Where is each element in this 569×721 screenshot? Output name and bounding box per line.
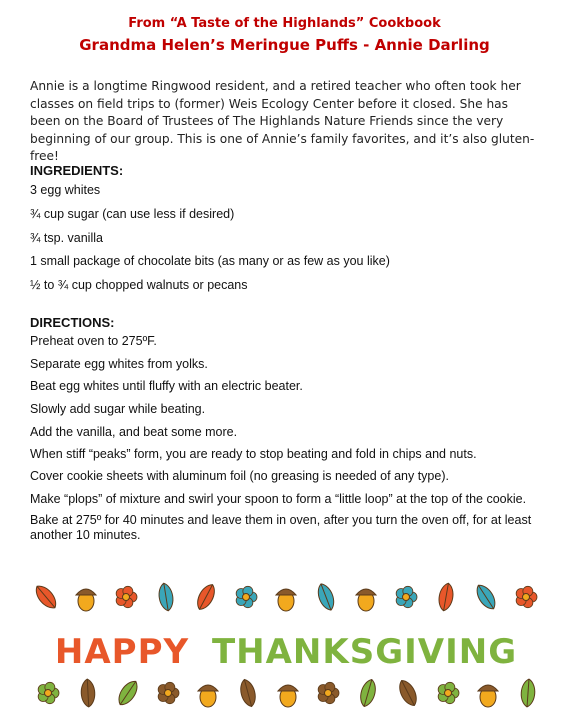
leaf-icon [193, 581, 218, 612]
thanksgiving-banner [30, 575, 543, 715]
title-block [0, 14, 569, 56]
direction-step: Make “plops” of mixture and swirl your spoon to form a “little loop” at the top of the cookie. [30, 492, 527, 506]
svg-text:HAPPY THANKSGIVING [55, 632, 517, 672]
direction-step: Cover cookie sheets with aluminum foil (no greasing is needed of any type). [30, 469, 449, 483]
leaf-icon [238, 678, 258, 709]
flower-icon [516, 586, 537, 607]
direction-step: Separate egg whites from yolks. [30, 357, 208, 371]
flower-icon [236, 586, 257, 607]
leaf-icon [157, 582, 175, 612]
recipe-title: Grandma Helen’s Meringue Puffs - Annie Darling [79, 36, 490, 54]
leaf-icon [315, 582, 338, 613]
ingredient-item: ¾ cup sugar (can use less if desired) [30, 207, 235, 221]
flower-icon [158, 682, 179, 703]
direction-step: Bake at 275º for 40 minutes and leave them in oven, after you turn the oven off, for at least another 10 minutes. [30, 513, 532, 542]
directions-heading: DIRECTIONS: [30, 315, 115, 330]
banner-word-happy: HAPPY [54, 632, 190, 672]
acorn-icon [478, 685, 498, 707]
leaf-icon [437, 582, 455, 612]
leaf-icon [520, 679, 535, 708]
acorn-icon [356, 589, 376, 611]
banner-word-thanksgiving: THANKSGIVING [211, 632, 518, 672]
flower-icon [318, 682, 339, 703]
leaf-icon [115, 678, 142, 709]
leaf-icon [473, 582, 500, 613]
flower-icon [116, 586, 137, 607]
direction-step: Preheat oven to 275ºF. [30, 334, 157, 348]
banner-graphic [30, 575, 543, 715]
cookbook-source: From “A Taste of the Highlands” Cookbook [128, 16, 441, 31]
intro-paragraph: Annie is a longtime Ringwood resident, and a retired teacher who often took her classes on field trips to (former) Weis Ecology Center before it closed. She has been on the Board of Trustees of The Highlands Nature Friends since the very beginning of our group. This is one of Annie’s family favorites, and it’s also gluten-free! [30, 79, 535, 163]
acorn-icon [198, 685, 218, 707]
ingredients-heading: INGREDIENTS: [30, 163, 124, 178]
acorn-icon [276, 589, 296, 611]
direction-step: Beat egg whites until fluffy with an electric beater. [30, 379, 303, 393]
leaf-icon [396, 677, 421, 708]
leaf-icon [358, 678, 379, 709]
ingredient-item: ½ to ¾ cup chopped walnuts or pecans [30, 278, 248, 292]
flower-icon [438, 682, 459, 703]
direction-step: When stiff “peaks” form, you are ready to stop beating and fold in chips and nuts. [30, 447, 477, 461]
leaf-icon [81, 679, 96, 708]
flower-icon [38, 682, 59, 703]
acorn-icon [76, 589, 96, 611]
leaf-icon [32, 582, 60, 612]
flower-icon [396, 586, 417, 607]
ingredient-item: ¾ tsp. vanilla [30, 231, 103, 245]
direction-step: Add the vanilla, and beat some more. [30, 425, 238, 439]
ingredient-item: 1 small package of chocolate bits (as many or as few as you like) [30, 254, 390, 268]
ingredient-item: 3 egg whites [30, 183, 101, 197]
acorn-icon [278, 685, 298, 707]
direction-step: Slowly add sugar while beating. [30, 402, 206, 416]
